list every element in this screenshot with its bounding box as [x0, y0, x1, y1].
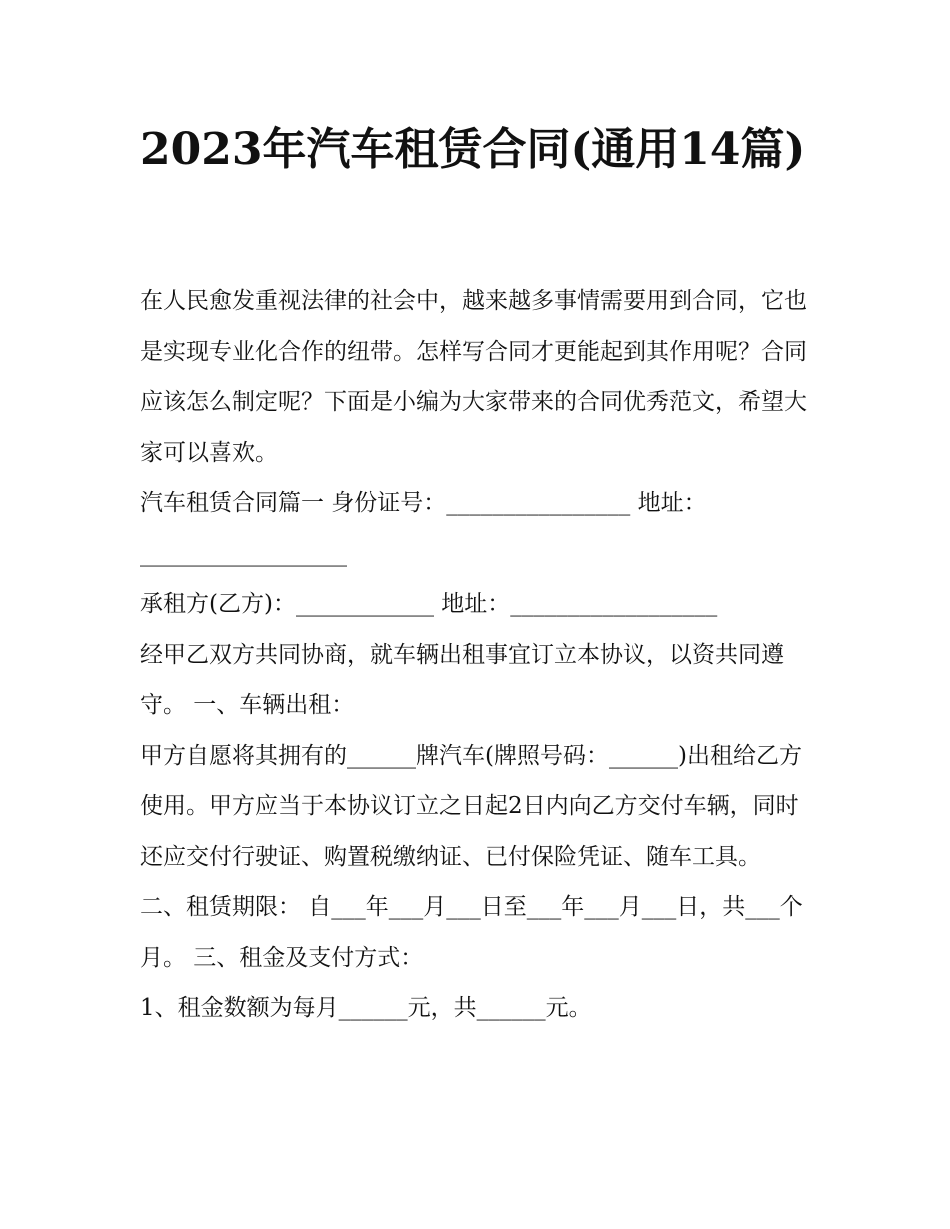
rent-amount-paragraph: 1、租金数额为每月______元，共______元。	[140, 995, 592, 1021]
document-body	[140, 276, 820, 1034]
lease-term-paragraph: 二、租赁期限： 自___年___月___日至___年___月___日，共___个月。 三、租金及支付方式：	[140, 894, 803, 971]
document-title: 2023年汽车租赁合同(通用14篇)	[140, 124, 806, 175]
intro-paragraph: 在人民愈发重视法律的社会中，越来越多事情需要用到合同，它也是实现专业化合作的纽带。怎样写合同才更能起到其作用呢？合同应该怎么制定呢？下面是小编为大家带来的合同优秀范文，希望大家可以喜欢。	[140, 288, 807, 466]
lessor-id-address-line: 汽车租赁合同篇一 身份证号：________________ 地址：__________________	[140, 490, 707, 567]
vehicle-rental-paragraph: 甲方自愿将其拥有的______牌汽车(牌照号码：______)出租给乙方使用。甲方应当于本协议订立之日起2日内向乙方交付车辆，同时还应交付行驶证、购置税缴纳证、已付保险凭证、随车工具。	[140, 742, 802, 870]
agreement-paragraph: 经甲乙双方共同协商，就车辆出租事宜订立本协议，以资共同遵守。 一、车辆出租：	[140, 641, 784, 718]
lessee-line: 承租方(乙方)：____________ 地址：__________________	[140, 591, 718, 617]
